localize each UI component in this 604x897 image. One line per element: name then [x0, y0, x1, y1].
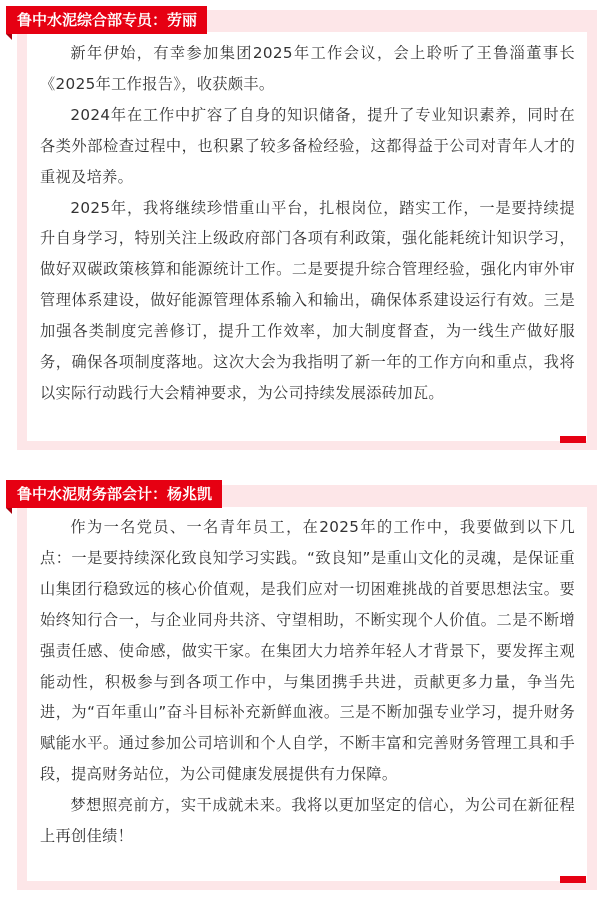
section-1-paragraph: 新年伊始，有幸参加集团2025年工作会议，会上聆听了王鲁淄董事长《2025年工作报告》，收获颇丰。	[40, 44, 575, 93]
section-1-paragraph: 2024年在工作中扩容了自身的知识储备，提升了专业知识素养，同时在各类外部检查过程中，也积累了较多备检经验，这都得益于公司对青年人才的重视及培养。	[40, 105, 575, 186]
section-1-title-tag: 鲁中水泥综合部专员：劳丽	[6, 6, 207, 34]
section-2-paragraph: 梦想照亮前方，实干成就未来。我将以更加坚定的信心，为公司在新征程上再创佳绩！	[40, 796, 575, 846]
section-1-text	[40, 38, 575, 409]
section-2-text	[40, 512, 575, 852]
section-1-paragraph: 2025年，我将继续珍惜重山平台，扎根岗位，踏实工作，一是要持续提升自身学习，特别关注上级政府部门各项有利政策，强化能耗统计知识学习，做好双碳政策核算和能源统计工作。二是要提升综合管理经验，强化内审外审管理体系建设，做好能源管理体系输入和输出，确保体系建设运行有效。三是加强各类制度完善修订，提升工作效率，加大制度督查，为一线生产做好服务，确保各项制度落地。这次大会为我指明了新一年的工作方向和重点，我将以实际行动践行大会精神要求，为公司持续发展添砖加瓦。	[40, 198, 575, 402]
section-1-tag-fold	[6, 34, 12, 40]
section-card-2-corner-accent	[560, 876, 586, 883]
section-2-paragraph: 作为一名党员、一名青年员工，在2025年的工作中，我要做到以下几点：一是要持续深化致良知学习实践。“致良知”是重山文化的灵魂，是保证重山集团行稳致远的核心价值观，是我们应对一切困难挑战的首要思想法宝。要始终知行合一，与企业同舟共济、守望相助，不断实现个人价值。二是不断增强责任感、使命感，做实干家。在集团大力培养年轻人才背景下，要发挥主观能动性，积极参与到各项工作中，与集团携手共进，贡献更多力量，争当先进，为“百年重山”奋斗目标补充新鲜血液。三是不断加强专业学习，提升财务赋能水平。通过参加公司培训和个人自学，不断丰富和完善财务管理工具和手段，提高财务站位，为公司健康发展提供有力保障。	[40, 518, 575, 784]
section-2-tag-fold	[6, 508, 12, 514]
section-2-title-tag: 鲁中水泥财务部会计：杨兆凯	[6, 480, 222, 508]
section-card-1-corner-accent	[560, 436, 586, 443]
